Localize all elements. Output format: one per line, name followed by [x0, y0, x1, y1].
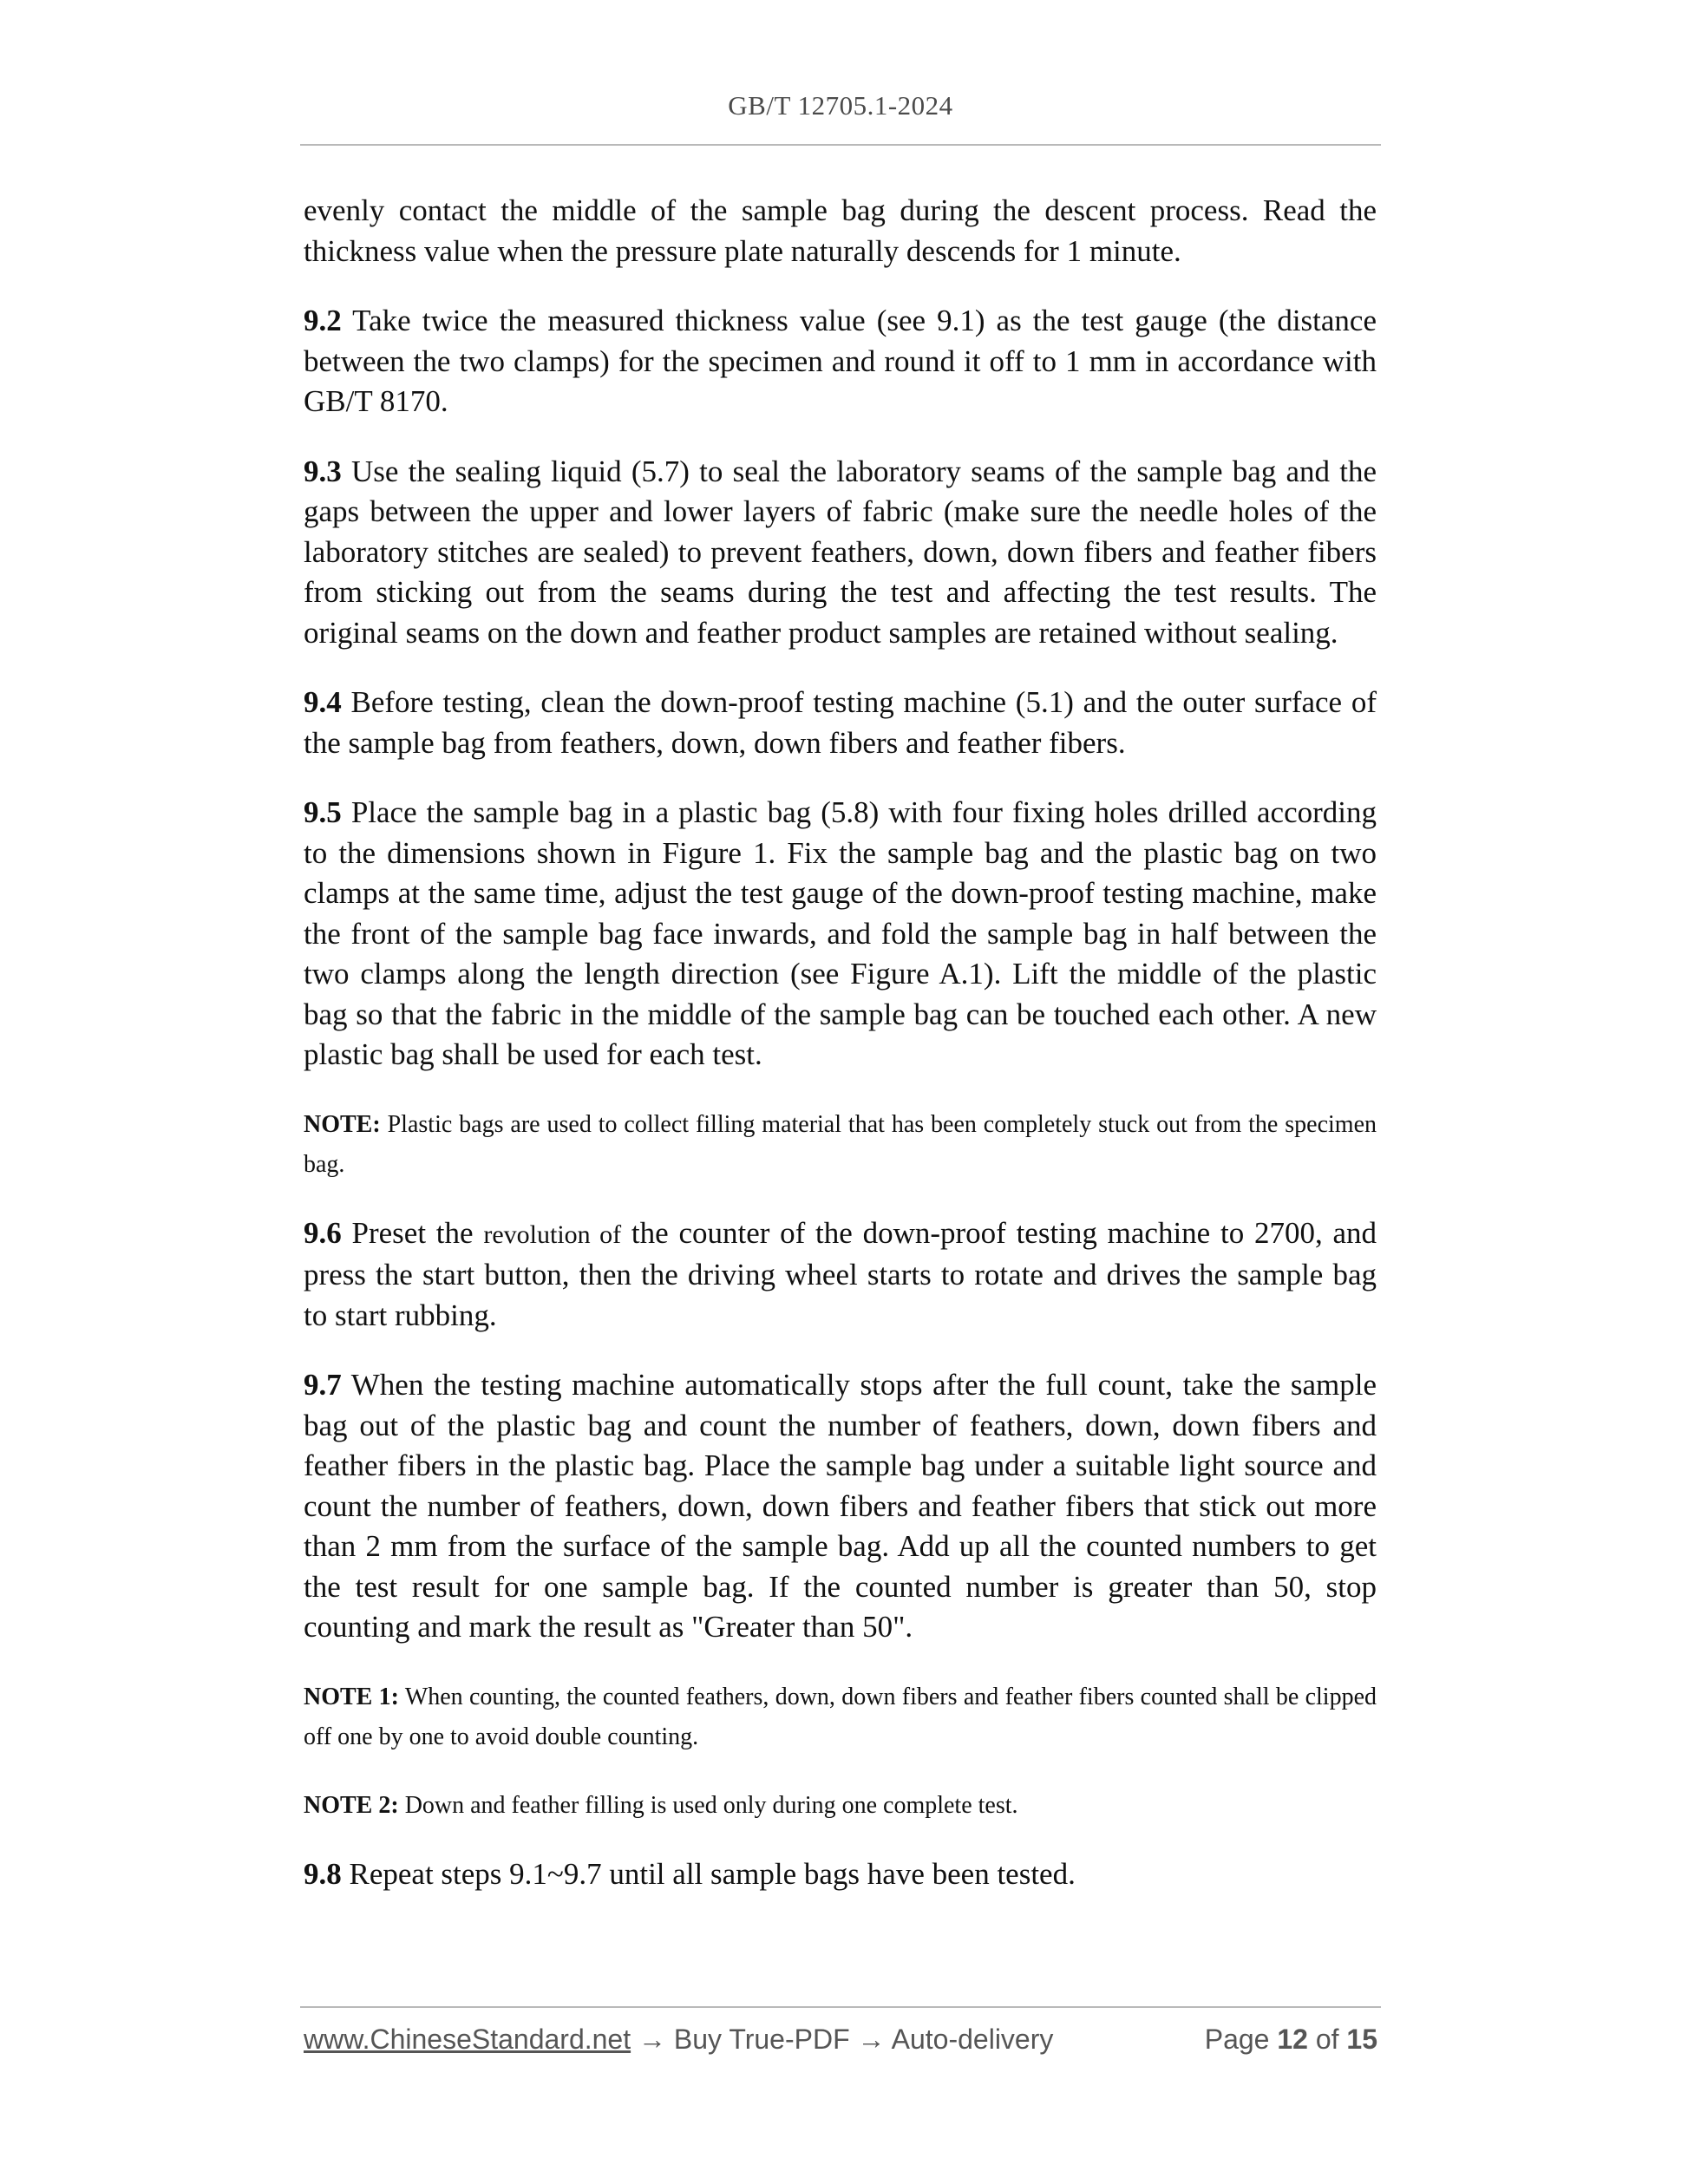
clause-number: 9.5 [304, 795, 342, 829]
clause-9-7 [304, 1365, 1377, 1648]
clause-number: 9.3 [304, 454, 342, 488]
note-9-5 [304, 1105, 1377, 1185]
clause-text: When the testing machine automatically stops after the full count, take the sample bag out of the plastic bag and count the number of feathers, down, down fibers and feather fibers in the plastic bag. Place the sample bag under a suitable light source and count the number of feathers, down, down fibers and feather fibers that stick out more than 2 mm from the surface of the sample bag. Add up all the counted numbers to get the test result for one sample bag. If the counted number is greater than 50, stop counting and mark the result as "Greater than 50". [304, 1368, 1377, 1644]
clause-number: 9.4 [304, 685, 342, 719]
clause-text-part-b: the counter of the down-proof testing machine to 2700, and press the start button, then the driving wheel starts to rotate and drives the sample bag to start rubbing. [304, 1215, 1377, 1332]
clause-9-4 [304, 683, 1377, 763]
clause-text-small: revolution of [483, 1220, 622, 1249]
current-page-number: 12 [1277, 2024, 1308, 2055]
clause-text-part-a: Preset the [351, 1215, 474, 1250]
auto-delivery-text: Auto-delivery [891, 2024, 1054, 2055]
total-page-number: 15 [1346, 2024, 1377, 2055]
clause-9-5 [304, 793, 1377, 1076]
clause-text: Before testing, clean the down-proof testing machine (5.1) and the outer surface of the sample bag from feathers, down, down fibers and feather fibers. [304, 685, 1377, 760]
clause-9-8 [304, 1854, 1377, 1895]
note-9-7-2 [304, 1786, 1377, 1826]
page-word: Page [1204, 2024, 1270, 2055]
note-text: Plastic bags are used to collect filling material that has been completely stuck out from the specimen bag. [304, 1110, 1377, 1178]
note-label: NOTE: [304, 1110, 381, 1138]
footer-promo [304, 2024, 1053, 2056]
footer-divider [300, 2006, 1381, 2008]
page-header-title: GB/T 12705.1-2024 [728, 90, 953, 121]
page-footer [304, 2024, 1377, 2062]
arrow-right-icon: → [638, 2024, 666, 2055]
clause-9-6 [304, 1213, 1377, 1337]
clause-9-2 [304, 301, 1377, 422]
page-counter [1205, 2024, 1377, 2056]
note-label: NOTE 2: [304, 1791, 399, 1819]
clause-number: 9.7 [304, 1368, 342, 1402]
buy-true-pdf-text: Buy True-PDF [673, 2024, 850, 2055]
paragraph-continuation [304, 191, 1377, 271]
clause-text: Use the sealing liquid (5.7) to seal the laboratory seams of the sample bag and the gaps between the upper and lower layers of fabric (make sure the needle holes of the laboratory stitches are sealed) to prevent feathers, down, down fibers and feather fibers from sticking out from the seams during the test and affecting the test results. The original seams on the down and feather product samples are retained without sealing. [304, 454, 1377, 650]
note-label: NOTE 1: [304, 1683, 399, 1710]
note-text: When counting, the counted feathers, down, down fibers and feather fibers counted shall be clipped off one by one to avoid double counting. [304, 1683, 1377, 1750]
clause-number: 9.2 [304, 304, 342, 337]
clause-number: 9.8 [304, 1856, 342, 1891]
clause-text: Place the sample bag in a plastic bag (5.8) with four fixing holes drilled according to the dimensions shown in Figure 1. Fix the sample bag and the plastic bag on two clamps at the same time, adjust the test gauge of the down-proof testing machine, make the front of the sample bag face inwards, and fold the sample bag in half between the two clamps along the length direction (see Figure A.1). Lift the middle of the plastic bag so that the fabric in the middle of the sample bag can be touched each other. A new plastic bag shall be used for each test. [304, 795, 1377, 1071]
clause-9-3 [304, 452, 1377, 654]
document-body [304, 191, 1377, 1924]
clause-number: 9.6 [304, 1215, 342, 1250]
arrow-right-icon: → [857, 2024, 886, 2055]
note-text: Down and feather filling is used only during one complete test. [404, 1791, 1018, 1819]
of-word: of [1315, 2024, 1339, 2055]
website-link[interactable]: www.ChineseStandard.net [304, 2024, 631, 2055]
clause-text: Take twice the measured thickness value (see 9.1) as the test gauge (the distance between the two clamps) for the specimen and round it off to 1 mm in accordance with GB/T 8170. [304, 304, 1377, 418]
note-9-7-1 [304, 1677, 1377, 1757]
header-divider [300, 144, 1381, 146]
clause-text: Repeat steps 9.1~9.7 until all sample bags have been tested. [349, 1856, 1076, 1891]
paragraph-text: evenly contact the middle of the sample bag during the descent process. Read the thickness value when the pressure plate naturally descends for 1 minute. [304, 193, 1377, 268]
